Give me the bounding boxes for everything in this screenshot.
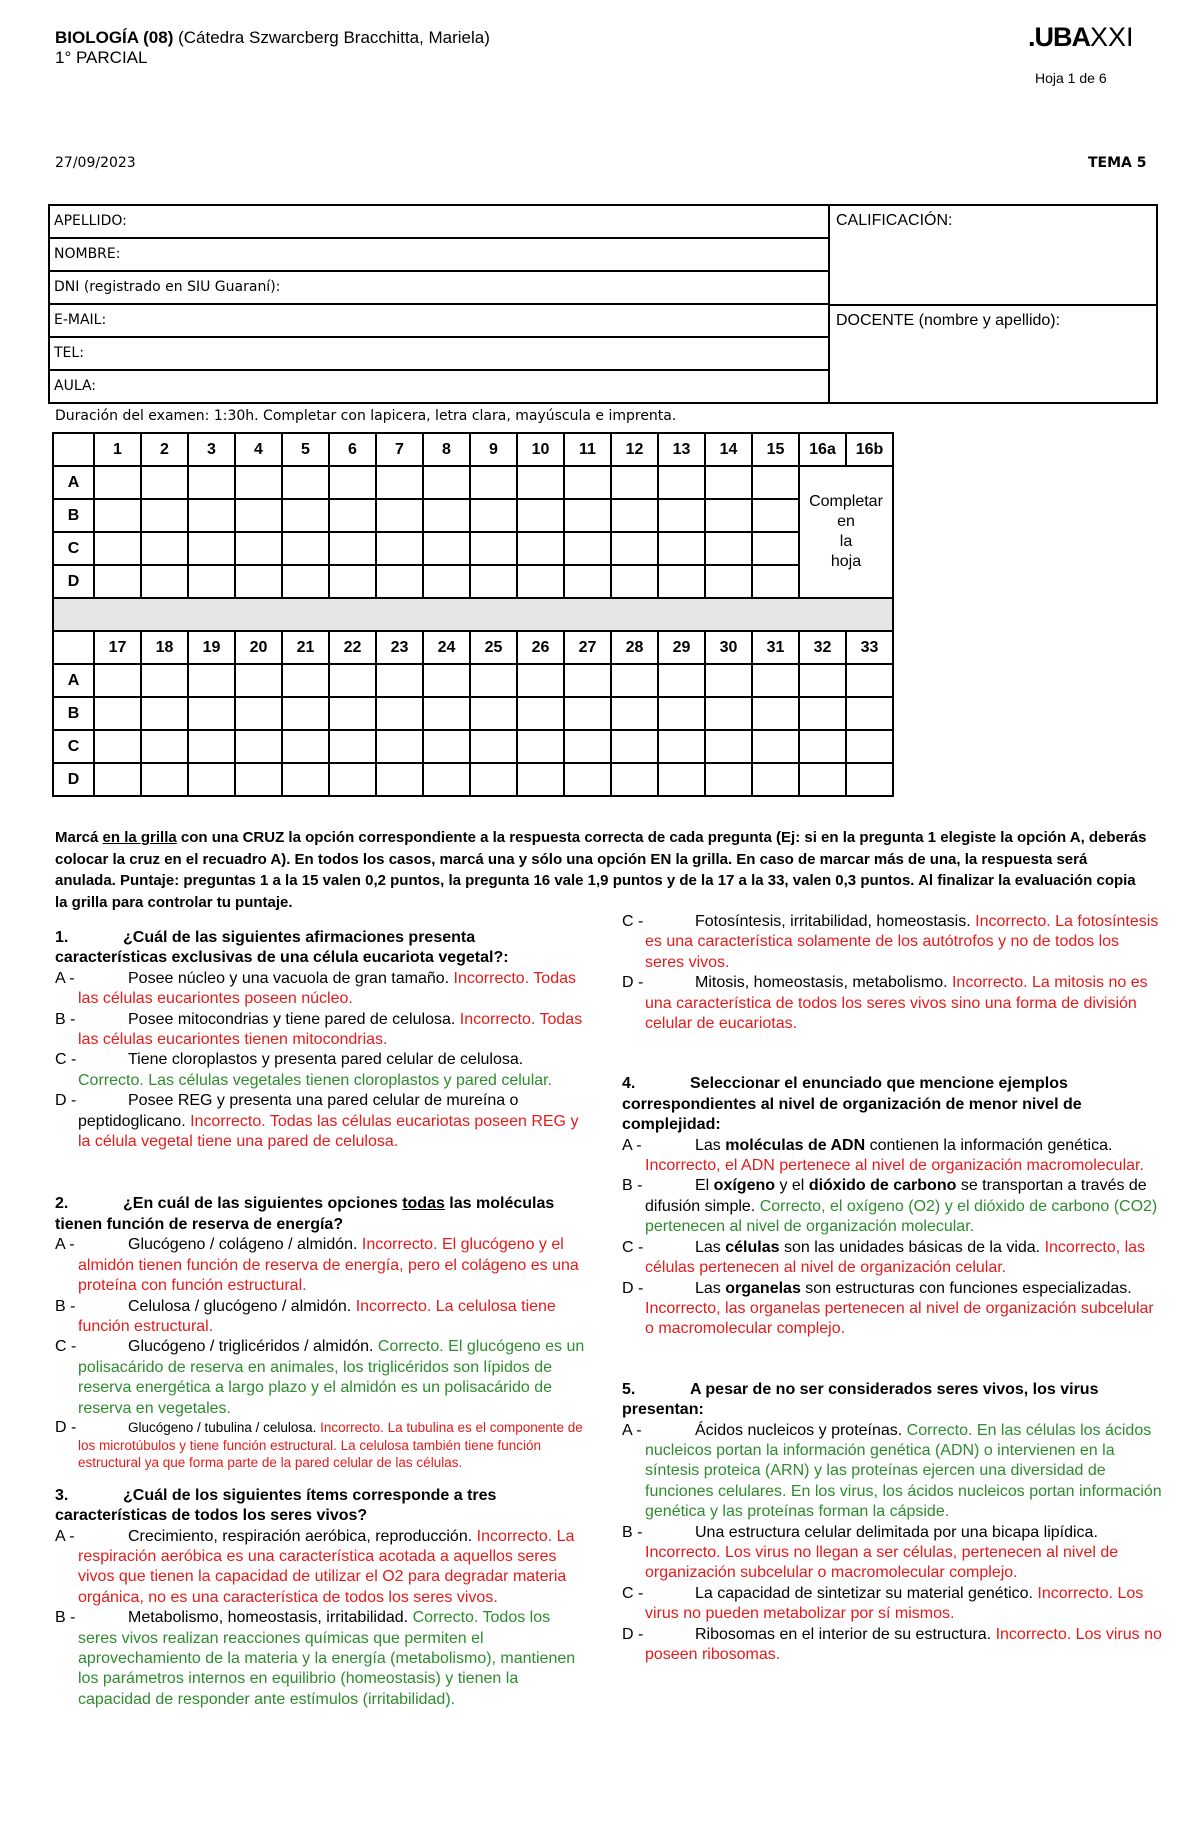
grid-cell[interactable] (799, 730, 846, 763)
question-text: 1. ¿Cuál de las siguientes afirmaciones presenta características exclusivas de una célula eucariota vegetal?: (55, 929, 509, 967)
grid-cell[interactable] (188, 730, 235, 763)
grid-row-bottom-c (53, 730, 893, 763)
grid-cell[interactable] (423, 532, 470, 565)
grid-col-header: 27 (564, 631, 611, 664)
sheet-number: Hoja 1 de 6 (1035, 70, 1107, 86)
field-docente: DOCENTE (nombre y apellido): (836, 312, 1061, 329)
grid-cell[interactable] (658, 763, 705, 796)
grid-cell[interactable] (329, 697, 376, 730)
question-2 (55, 1194, 590, 1471)
grid-cell[interactable] (235, 664, 282, 697)
grid-col-header: 20 (235, 631, 282, 664)
grid-cell[interactable] (752, 730, 799, 763)
grid-cell[interactable] (470, 763, 517, 796)
grid-col-header: 29 (658, 631, 705, 664)
grid-col-header: 7 (376, 433, 423, 466)
grid-cell[interactable] (705, 532, 752, 565)
grid-cell[interactable] (470, 466, 517, 499)
exam-duration: Duración del examen: 1:30h. Completar con lapicera, letra clara, mayúscula e imprenta. (55, 408, 677, 424)
grid-col-header: 19 (188, 631, 235, 664)
grid-cell[interactable] (235, 730, 282, 763)
grid-cell[interactable] (141, 466, 188, 499)
grid-cell[interactable] (658, 499, 705, 532)
grid-col-header: 21 (282, 631, 329, 664)
grid-cell[interactable] (329, 499, 376, 532)
grid-col-header: 22 (329, 631, 376, 664)
grid-cell[interactable] (705, 664, 752, 697)
grid-cell[interactable] (564, 565, 611, 598)
grid-cell[interactable] (235, 697, 282, 730)
question-text: 5. A pesar de no ser considerados seres vivos, los virus presentan: (622, 1380, 1099, 1419)
grid-col-header: 9 (470, 433, 517, 466)
course-title (55, 28, 490, 47)
grid-cell[interactable] (470, 664, 517, 697)
grid-header-row-top (53, 433, 893, 466)
grid-col-header: 1 (94, 433, 141, 466)
grid-col-header: 16a (799, 433, 846, 466)
grid-row-label: B (53, 697, 94, 730)
grid-cell[interactable] (282, 565, 329, 598)
grid-cell[interactable] (705, 466, 752, 499)
grid-row-label: B (53, 499, 94, 532)
grid-cell[interactable] (376, 466, 423, 499)
grid-cell[interactable] (235, 565, 282, 598)
grid-row-bottom-d (53, 763, 893, 796)
option-d: D - Las organelas son estructuras con funciones especializadas. Incorrecto, las organelas pertenecen al nivel de organización subcelular o macromolecular complejo. (622, 1279, 1154, 1338)
option-d: D - Ribosomas en el interior de su estructura. Incorrecto. Los virus no poseen ribosomas. (622, 1625, 1162, 1663)
grid-cell[interactable] (423, 499, 470, 532)
grid-cell[interactable] (517, 763, 564, 796)
grid-cell[interactable] (564, 532, 611, 565)
option-d: D - Posee REG y presenta una pared celular de mureína o peptidoglicano. Incorrecto. Todas las células eucariotas poseen REG y la célula vegetal tiene una pared de celulosa. (55, 1092, 579, 1151)
grid-cell[interactable] (564, 664, 611, 697)
grid-cell[interactable] (282, 532, 329, 565)
grid-cell[interactable] (376, 763, 423, 796)
grid-cell[interactable] (564, 499, 611, 532)
grid-cell[interactable] (611, 499, 658, 532)
grid-cell[interactable] (423, 730, 470, 763)
grid-cell[interactable] (611, 664, 658, 697)
grid-cell[interactable] (611, 697, 658, 730)
course-name: BIOLOGÍA (08) (55, 28, 174, 47)
grid-col-header: 32 (799, 631, 846, 664)
grid-cell[interactable] (94, 697, 141, 730)
option-a: A - Crecimiento, respiración aeróbica, reproducción. Incorrecto. La respiración aeróbica es una característica acotada a aquellos seres vivos que tienen la capacidad de utilizar el O2 para degradar materia orgánica, no es una característica de todos los seres vivos. (55, 1527, 575, 1606)
grid-col-header: 26 (517, 631, 564, 664)
grid-row-top-d (53, 565, 893, 598)
grid-col-header: 18 (141, 631, 188, 664)
option-d: D - Glucógeno / tubulina / celulosa. Incorrecto. La tubulina es el componente de los microtúbulos y tiene función estructural. La celulosa también tiene función estructural ya que forma parte de la pared celular de las células. (55, 1418, 583, 1471)
grid-cell[interactable] (658, 532, 705, 565)
grid-col-header: 4 (235, 433, 282, 466)
grid-row-top-c (53, 532, 893, 565)
grid-cell[interactable] (376, 697, 423, 730)
grid-cell[interactable] (282, 466, 329, 499)
grid-col-header: 15 (752, 433, 799, 466)
grid-spacer (53, 598, 893, 631)
grid-col-header: 8 (423, 433, 470, 466)
grid-cell[interactable] (799, 664, 846, 697)
exam-date: 27/09/2023 (55, 155, 136, 171)
grid-row-top-a (53, 466, 893, 499)
option-c: C - Fotosíntesis, irritabilidad, homeostasis. Incorrecto. La fotosíntesis es una característica solamente de los autótrofos y no de todos los seres vivos. (622, 913, 1159, 971)
grid-cell[interactable] (611, 466, 658, 499)
grid-cell[interactable] (423, 664, 470, 697)
grid-col-header: 12 (611, 433, 658, 466)
grid-row-label: A (53, 466, 94, 499)
grid-cell[interactable] (188, 499, 235, 532)
grid-cell[interactable] (658, 565, 705, 598)
field-apellido[interactable]: APELLIDO: (50, 206, 828, 239)
grid-col-header: 25 (470, 631, 517, 664)
student-info-box (48, 204, 1158, 404)
grid-cell[interactable] (752, 697, 799, 730)
option-c: C - Glucógeno / triglicéridos / almidón. Correcto. El glucógeno es un polisacárido de reserva en animales, los triglicéridos son lípidos de reserva energética a largo plazo y el almidón es un polisacárido de reserva en vegetales. (55, 1338, 585, 1417)
field-calificacion: CALIFICACIÓN: (830, 206, 1156, 306)
grid-cell[interactable] (470, 565, 517, 598)
option-c: C - Las células son las unidades básicas de la vida. Incorrecto, las células pertenecen al nivel de organización celular. (622, 1238, 1146, 1277)
grid-cell[interactable] (282, 697, 329, 730)
option-b: B - El oxígeno y el dióxido de carbono se transportan a través de difusión simple. Correcto, el oxígeno (O2) y el dióxido de carbono (CO2) pertenecen al nivel de organización molecular. (622, 1177, 1158, 1236)
grid-row-bottom-a (53, 664, 893, 697)
grid-cell[interactable] (517, 466, 564, 499)
grid-cell[interactable] (658, 664, 705, 697)
grid-cell[interactable] (470, 532, 517, 565)
grid-cell[interactable] (846, 763, 893, 796)
grid-col-header: 17 (94, 631, 141, 664)
grid-cell[interactable] (329, 664, 376, 697)
grid-cell[interactable] (94, 730, 141, 763)
grid-cell[interactable] (376, 730, 423, 763)
grid-cell[interactable] (141, 499, 188, 532)
grid-cell[interactable] (611, 763, 658, 796)
grid-cell[interactable] (517, 697, 564, 730)
grid-corner (53, 433, 94, 466)
question-text: 2. ¿En cuál de las siguientes opciones todas las moléculas tienen función de reserva de energía? (55, 1195, 555, 1233)
field-aula[interactable]: AULA: (54, 378, 96, 394)
grid-cell[interactable] (329, 466, 376, 499)
grid-cell[interactable] (517, 532, 564, 565)
grid-cell[interactable] (470, 730, 517, 763)
grid-row-label: A (53, 664, 94, 697)
grid-cell[interactable] (517, 499, 564, 532)
grid-cell[interactable] (846, 664, 893, 697)
grid-col-header: 33 (846, 631, 893, 664)
grid-cell[interactable] (517, 730, 564, 763)
grid-cell[interactable] (846, 697, 893, 730)
option-c: C - La capacidad de sintetizar su material genético. Incorrecto. Los virus no pueden metabolizar por sí mismos. (622, 1584, 1144, 1623)
grid-cell[interactable] (564, 763, 611, 796)
grid-row-top-b (53, 499, 893, 532)
grid-cell[interactable] (282, 763, 329, 796)
grid-cell[interactable] (705, 499, 752, 532)
grid-col-header: 10 (517, 433, 564, 466)
grid-cell[interactable] (282, 730, 329, 763)
grid-cell[interactable] (235, 499, 282, 532)
grid-cell[interactable] (235, 466, 282, 499)
grid-cell[interactable] (329, 730, 376, 763)
grid-cell[interactable] (564, 697, 611, 730)
question-5 (622, 1380, 1162, 1666)
grid-col-header: 2 (141, 433, 188, 466)
grid-cell[interactable] (799, 763, 846, 796)
grid-cell[interactable] (752, 466, 799, 499)
grid-cell[interactable] (188, 532, 235, 565)
grid-cell[interactable] (705, 565, 752, 598)
grid-cell[interactable] (141, 763, 188, 796)
question-text: 3. ¿Cuál de los siguientes ítems corresponde a tres características de todos los seres vivos? (55, 1486, 497, 1525)
grid-spacer-row (53, 598, 893, 631)
field-dni[interactable]: DNI (registrado en SIU Guaraní): (50, 272, 828, 305)
grid-cell[interactable] (188, 565, 235, 598)
grid-cell[interactable] (658, 697, 705, 730)
question-3-continued (622, 912, 1162, 1034)
grid-cell[interactable] (752, 565, 799, 598)
grid-cell[interactable] (517, 664, 564, 697)
grid-cell[interactable] (705, 730, 752, 763)
question-3 (55, 1486, 590, 1710)
grid-cell[interactable] (94, 466, 141, 499)
grid-cell[interactable] (188, 763, 235, 796)
grid-cell[interactable] (752, 532, 799, 565)
grid-col-header: 6 (329, 433, 376, 466)
grid-cell[interactable] (141, 664, 188, 697)
grid-row-label: C (53, 532, 94, 565)
grid-cell[interactable] (846, 730, 893, 763)
grid-cell[interactable] (423, 763, 470, 796)
grid-cell[interactable] (705, 763, 752, 796)
grid-cell[interactable] (94, 763, 141, 796)
grid-cell[interactable] (423, 565, 470, 598)
question-text: 4. Seleccionar el enunciado que mencione ejemplos correspondientes al nivel de organización de menor nivel de complejidad: (622, 1075, 1082, 1134)
grid-col-header: 31 (752, 631, 799, 664)
uba-xxi-logo: .UBAXXI (1028, 22, 1134, 52)
grid-cell[interactable] (141, 532, 188, 565)
grid-col-header: 28 (611, 631, 658, 664)
grid-cell[interactable] (564, 730, 611, 763)
grid-col-header: 3 (188, 433, 235, 466)
grid-cell[interactable] (94, 664, 141, 697)
grid-cell[interactable] (611, 730, 658, 763)
grid-cell[interactable] (282, 499, 329, 532)
option-a: A - Ácidos nucleicos y proteínas. Correcto. En las células los ácidos nucleicos portan la información genética (ADN) o intervienen en la síntesis proteica (ARN) y las proteínas ejercen una diversidad de funciones celulares. En los virus, los ácidos nucleicos portan información genética y las proteínas forman la cápside. (622, 1421, 1162, 1521)
option-b: B - Una estructura celular delimitada por una bicapa lipídica. Incorrecto. Los virus no llegan a ser células, pertenecen al nivel de organización subcelular o macromolecular complejo. (622, 1523, 1119, 1582)
grid-cell[interactable] (376, 499, 423, 532)
grid-col-header: 16b (846, 433, 893, 466)
option-d: D - Mitosis, homeostasis, metabolismo. Incorrecto. La mitosis no es una característica de todos los seres vivos sino una forma de división celular de eucariotas. (622, 974, 1148, 1033)
instructions: Marcá en la grilla con una CRUZ la opción correspondiente a la respuesta correcta de cada pregunta (Ej: si en la pregunta 1 elegiste la opción A, deberás colocar la cruz en el recuadro A). En todos los casos, marcá una y sólo una opción EN la grilla. En caso de marcar más de una, la respuesta será anulada. Puntaje: preguntas 1 a la 15 valen 0,2 puntos, la pregunta 16 vale 1,9 puntos y de la 17 a la 33, valen 0,3 puntos. Al finalizar la evaluación copia la grilla para controlar tu puntaje. (55, 829, 1147, 911)
grid-cell[interactable] (611, 532, 658, 565)
option-a: A - Glucógeno / colágeno / almidón. Incorrecto. El glucógeno y el almidón tienen función de reserva de energía, pero el colágeno es una proteína con función estructural. (55, 1236, 579, 1295)
complete-on-sheet-note: Completar en la hoja (799, 466, 893, 598)
grid-cell[interactable] (470, 499, 517, 532)
exam-name: 1° PARCIAL (55, 48, 148, 67)
grid-cell[interactable] (329, 565, 376, 598)
grid-col-header: 5 (282, 433, 329, 466)
grid-cell[interactable] (564, 466, 611, 499)
grid-cell[interactable] (423, 697, 470, 730)
grid-cell[interactable] (658, 466, 705, 499)
grid-col-header: 11 (564, 433, 611, 466)
grid-row-label: D (53, 565, 94, 598)
grid-cell[interactable] (752, 763, 799, 796)
grid-cell[interactable] (376, 532, 423, 565)
grid-row-label: C (53, 730, 94, 763)
grid-cell[interactable] (329, 532, 376, 565)
grid-cell[interactable] (94, 532, 141, 565)
grid-cell[interactable] (799, 697, 846, 730)
option-b: B - Metabolismo, homeostasis, irritabilidad. Correcto. Todos los seres vivos realizan reacciones químicas que permiten el aprovechamiento de la materia y la energía (metabolismo), mantienen los parámetros internos en equilibrio (homeostasis) y tienen la capacidad de responder ante estímulos (irritabilidad). (55, 1609, 576, 1708)
grid-header-row-bottom (53, 631, 893, 664)
grid-row-bottom-b (53, 697, 893, 730)
course-chair: (Cátedra Szwarcberg Bracchitta, Mariela) (173, 28, 490, 47)
field-email[interactable]: E-MAIL: (50, 305, 828, 338)
grid-cell[interactable] (188, 697, 235, 730)
left-column (55, 928, 590, 1710)
grid-cell[interactable] (329, 763, 376, 796)
field-nombre[interactable]: NOMBRE: (50, 239, 828, 272)
grid-cell[interactable] (705, 697, 752, 730)
option-a: A - Las moléculas de ADN contienen la información genética. Incorrecto, el ADN pertenece al nivel de organización macromolecular. (622, 1136, 1144, 1175)
grid-cell[interactable] (235, 532, 282, 565)
grid-cell[interactable] (141, 697, 188, 730)
grid-cell[interactable] (423, 466, 470, 499)
grid-cell[interactable] (376, 565, 423, 598)
grid-col-header: 30 (705, 631, 752, 664)
grid-cell[interactable] (94, 499, 141, 532)
grid-col-header: 14 (705, 433, 752, 466)
exam-topic: TEMA 5 (1088, 155, 1147, 171)
option-a: A - Posee núcleo y una vacuola de gran tamaño. Incorrecto. Todas las células eucariontes poseen núcleo. (55, 969, 576, 1008)
grid-cell[interactable] (235, 763, 282, 796)
question-4 (622, 1074, 1162, 1339)
grid-cell[interactable] (470, 697, 517, 730)
right-column (622, 912, 1162, 1665)
grid-cell[interactable] (188, 664, 235, 697)
grid-cell[interactable] (282, 664, 329, 697)
question-1 (55, 928, 590, 1152)
option-c: C - Tiene cloroplastos y presenta pared celular de celulosa. Correcto. Las células vegetales tienen cloroplastos y pared celular. (55, 1051, 553, 1089)
grid-cell[interactable] (141, 565, 188, 598)
grid-corner (53, 631, 94, 664)
grid-col-header: 13 (658, 433, 705, 466)
option-b: B - Posee mitocondrias y tiene pared de celulosa. Incorrecto. Todas las células eucariontes tienen mitocondrias. (55, 1010, 583, 1049)
grid-cell[interactable] (658, 730, 705, 763)
answer-grid (52, 432, 894, 797)
field-tel[interactable]: TEL: (50, 338, 828, 371)
grid-cell[interactable] (517, 565, 564, 598)
grid-cell[interactable] (376, 664, 423, 697)
grid-cell[interactable] (188, 466, 235, 499)
grid-cell[interactable] (752, 664, 799, 697)
grid-col-header: 23 (376, 631, 423, 664)
grid-row-label: D (53, 763, 94, 796)
grid-col-header: 24 (423, 631, 470, 664)
grid-cell[interactable] (141, 730, 188, 763)
grid-cell[interactable] (94, 565, 141, 598)
grid-cell[interactable] (752, 499, 799, 532)
grid-cell[interactable] (611, 565, 658, 598)
option-b: B - Celulosa / glucógeno / almidón. Incorrecto. La celulosa tiene función estructural. (55, 1297, 556, 1335)
